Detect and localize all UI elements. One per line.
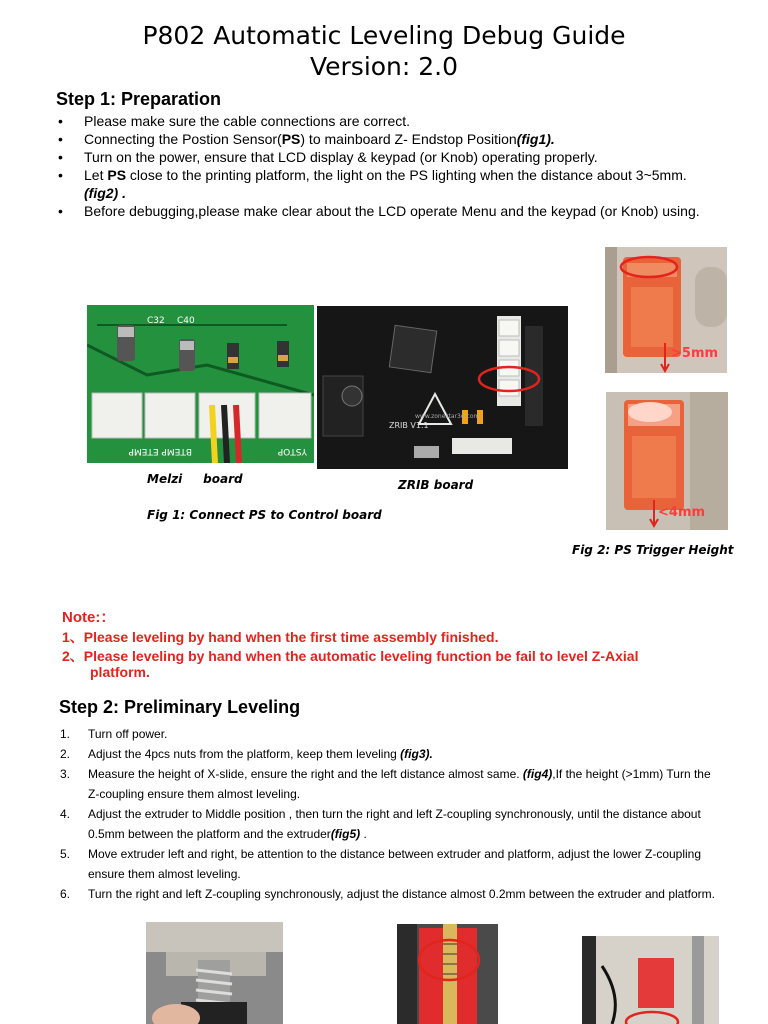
zrib-board-photo bbox=[317, 306, 568, 469]
note-heading: Note:： bbox=[62, 609, 116, 626]
svg-text:C40: C40 bbox=[177, 316, 195, 326]
melzi-board-photo bbox=[87, 305, 314, 463]
extruder-distance-photo bbox=[582, 936, 719, 1024]
svg-text:C32: C32 bbox=[147, 316, 165, 326]
ps-sensor-photo-bottom bbox=[606, 392, 728, 530]
title-line-2: Version: 2.0 bbox=[309, 52, 459, 81]
note-item-2: 2、Please leveling by hand when the automatic leveling function be fail to level Z-Axial bbox=[62, 648, 639, 664]
fig1-caption: Fig 1: Connect PS to Control board bbox=[147, 508, 382, 522]
step2-numbered-list bbox=[60, 724, 720, 904]
step2-item: 3. Measure the height of X-slide, ensure the right and the left distance almost same. (fig4),If the height (>1mm) Turn the Z-coupling ensure them almost leveling. bbox=[60, 767, 711, 801]
svg-text:www.zonestar3d.com: www.zonestar3d.com bbox=[415, 413, 480, 420]
ps-sensor-photo-top bbox=[605, 247, 727, 373]
step2-item: 2. Adjust the 4pcs nuts from the platform, keep them leveling (fig3). bbox=[60, 747, 433, 761]
step2-item: 6. Turn the right and left Z-coupling synchronously, adjust the distance almost 0.2mm between the extruder and platform. bbox=[60, 887, 715, 901]
platform-nut-photo bbox=[146, 922, 283, 1024]
svg-text:YSTOP: YSTOP bbox=[277, 446, 307, 456]
step1-bullet: • Connecting the Postion Sensor(PS) to mainboard Z- Endstop Position(fig1). bbox=[56, 130, 716, 148]
step2-item: 4. Adjust the extruder to Middle position , then turn the right and left Z-coupling synchronously, until the distance about 0.5mm between the platform and the extruder(fig5) . bbox=[60, 807, 701, 841]
note-item-1: 1、Please leveling by hand when the first time assembly finished. bbox=[62, 629, 499, 645]
step1-bullet: • Turn on the power, ensure that LCD display & keypad (or Knob) operating properly. bbox=[56, 148, 716, 166]
document-title bbox=[0, 20, 768, 82]
svg-text:ZRIB V1.1: ZRIB V1.1 bbox=[389, 421, 429, 430]
svg-text:<4mm: <4mm bbox=[658, 505, 706, 520]
step2-heading: Step 2: Preliminary Leveling bbox=[59, 697, 301, 717]
step1-heading: Step 1: Preparation bbox=[56, 89, 222, 109]
step1-bullet: • Please make sure the cable connections are correct. bbox=[56, 112, 716, 130]
svg-text:BTEMP ETEMP: BTEMP ETEMP bbox=[128, 446, 192, 456]
note-item-2-continued: platform. bbox=[90, 664, 150, 680]
fig2-caption: Fig 2: PS Trigger Height bbox=[572, 543, 734, 557]
step2-item: 1. Turn off power. bbox=[60, 727, 168, 741]
step1-bullet: • Let PS close to the printing platform, the light on the PS lighting when the distance about 3~5mm.(fig2) . bbox=[56, 166, 716, 202]
step1-bullet: • Before debugging,please make clear about the LCD operate Menu and the keypad (or Knob) using. bbox=[56, 202, 716, 220]
title-line-1: P802 Automatic Leveling Debug Guide bbox=[142, 21, 626, 50]
step1-bullet-list bbox=[56, 112, 716, 220]
x-slide-height-photo bbox=[397, 924, 498, 1024]
melzi-board-label: Melzi board bbox=[147, 472, 243, 486]
svg-text:>5mm: >5mm bbox=[671, 346, 719, 361]
zrib-board-label: ZRIB board bbox=[398, 478, 474, 492]
step2-item: 5. Move extruder left and right, be attention to the distance between extruder and platform, adjust the lower Z-coupling ensure them almost leveling. bbox=[60, 847, 702, 881]
